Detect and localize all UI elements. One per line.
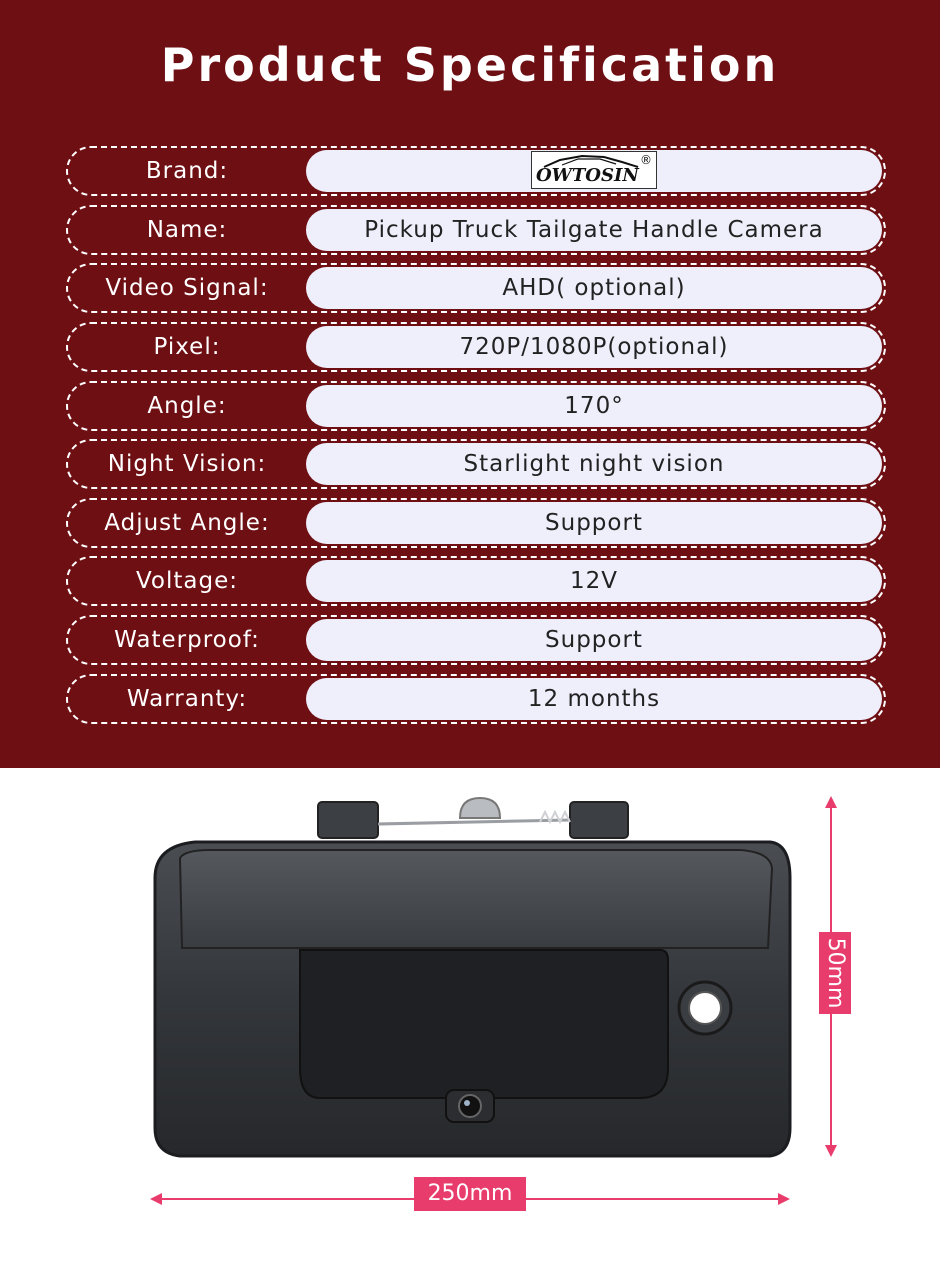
page-title: Product Specification	[160, 38, 780, 92]
spec-row-adjust-angle	[66, 498, 886, 548]
spec-value: 12 months	[306, 678, 882, 720]
spec-row-warranty	[66, 674, 886, 724]
height-dimension-label	[819, 932, 851, 1014]
spec-value: 170°	[306, 385, 882, 427]
spec-row-angle	[66, 381, 886, 431]
height-dimension-text: 50mm	[823, 937, 848, 1009]
spec-row-waterproof	[66, 615, 886, 665]
spec-label: Night Vision:	[107, 451, 267, 477]
spec-row-night-vision	[66, 439, 886, 489]
spec-row-name	[66, 205, 886, 255]
spec-label: Waterproof:	[114, 627, 260, 653]
spec-row-pixel	[66, 322, 886, 372]
registered-mark: ®	[640, 152, 653, 167]
spec-label: Angle:	[147, 393, 227, 419]
spec-row-video-signal	[66, 263, 886, 313]
spec-label: Voltage:	[135, 568, 239, 594]
spec-label: Brand:	[145, 158, 229, 184]
spec-value: 720P/1080P(optional)	[306, 326, 882, 368]
spec-value: Support	[306, 502, 882, 544]
product-photo-area	[0, 768, 940, 1275]
spec-value: Support	[306, 619, 882, 661]
spec-value: AHD( optional)	[306, 267, 882, 309]
spec-label: Video Signal:	[105, 275, 269, 301]
spec-label: Adjust Angle:	[104, 510, 270, 536]
spec-row-voltage	[66, 556, 886, 606]
spec-label: Warranty:	[126, 686, 248, 712]
brand-logo	[531, 151, 657, 189]
spec-value: 12V	[306, 560, 882, 602]
brand-logo-text: OWTOSIN	[536, 164, 639, 186]
spec-value: Pickup Truck Tailgate Handle Camera	[306, 209, 882, 251]
spec-label: Pixel:	[153, 334, 221, 360]
spec-label: Name:	[146, 217, 228, 243]
spec-value: Starlight night vision	[306, 443, 882, 485]
hinge-bracket	[318, 798, 628, 838]
spec-row-brand	[66, 146, 886, 196]
width-dimension-label: 250mm	[414, 1177, 526, 1211]
spec-value-brand	[306, 150, 882, 192]
